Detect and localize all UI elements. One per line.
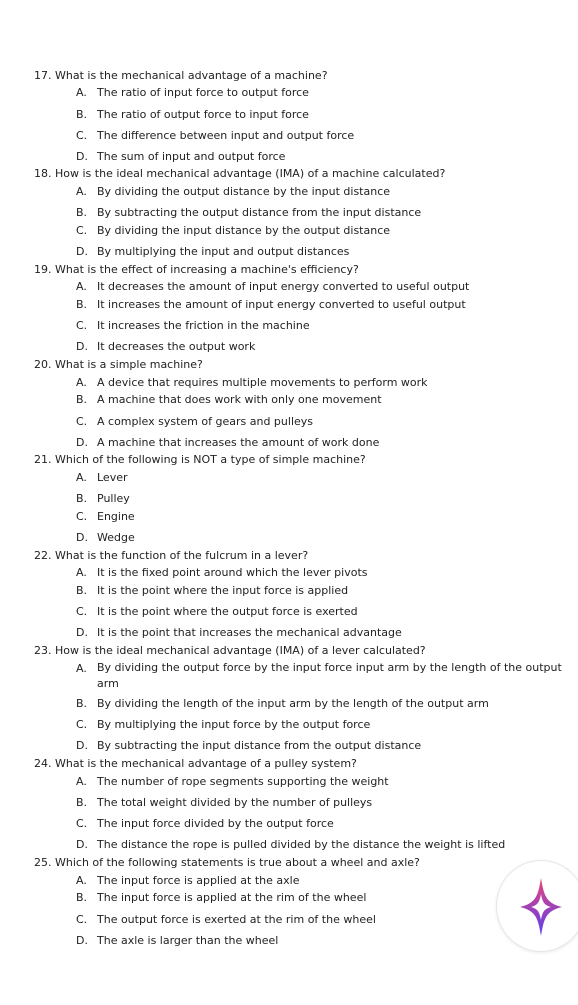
option-letter: D. (76, 739, 88, 752)
option-letter: D. (76, 838, 88, 851)
option-text: By dividing the output force by the input force input arm by the length of the output arm (97, 661, 562, 690)
option-letter: A. (76, 471, 87, 484)
option-letter: D. (76, 626, 88, 639)
question-text: Which of the following statements is true about a wheel and axle? (55, 856, 420, 869)
question-text: What is the mechanical advantage of a machine? (55, 69, 328, 82)
option-text: The axle is larger than the wheel (97, 934, 279, 947)
assistant-fab-button[interactable] (497, 861, 578, 951)
question-stem (34, 856, 420, 869)
option-text: A machine that does work with only one movement (97, 393, 382, 406)
option-text: It is the point where the output force is exerted (97, 605, 358, 618)
option-letter: A. (76, 376, 87, 389)
option-letter: B. (76, 298, 88, 311)
option-letter: D. (76, 436, 88, 449)
question-number: 17. (34, 69, 52, 82)
option-letter: A. (76, 86, 87, 99)
question-number: 22. (34, 549, 52, 562)
option-text: By dividing the input distance by the output distance (97, 224, 391, 237)
question-number: 24. (34, 757, 52, 770)
question-text: Which of the following is NOT a type of simple machine? (55, 453, 366, 466)
option-letter: C. (76, 224, 88, 237)
question-text: What is the mechanical advantage of a pulley system? (55, 757, 357, 770)
option-text: The input force is applied at the axle (97, 874, 300, 887)
option-letter: B. (76, 206, 88, 219)
option-text: A machine that increases the amount of work done (97, 436, 380, 449)
option-letter: C. (76, 129, 88, 142)
question-stem (34, 549, 308, 562)
question-stem (34, 453, 366, 466)
option-letter: B. (76, 393, 88, 406)
option-letter: B. (76, 796, 88, 809)
option-text: The distance the rope is pulled divided by the distance the weight is lifted (97, 838, 506, 851)
option-letter: D. (76, 531, 88, 544)
option-letter: B. (76, 891, 88, 904)
option-text: By dividing the length of the input arm by the length of the output arm (97, 697, 489, 710)
option-letter: B. (76, 492, 88, 505)
option-text: The input force is applied at the rim of the wheel (97, 891, 367, 904)
option-letter: C. (76, 415, 88, 428)
option-letter: D. (76, 245, 88, 258)
option-text: By dividing the output distance by the input distance (97, 185, 391, 198)
question-text: What is the function of the fulcrum in a lever? (55, 549, 309, 562)
option-text: Pulley (97, 492, 130, 505)
question-number: 25. (34, 856, 52, 869)
option-letter: D. (76, 340, 88, 353)
option-text: It is the point where the input force is applied (97, 584, 349, 597)
question-number: 19. (34, 263, 52, 276)
option-text: The total weight divided by the number of pulleys (97, 796, 373, 809)
option-text: By subtracting the input distance from the output distance (97, 739, 422, 752)
question-number: 20. (34, 358, 52, 371)
question-text: What is the effect of increasing a machine's efficiency? (55, 263, 359, 276)
question-text: How is the ideal mechanical advantage (IMA) of a lever calculated? (55, 644, 426, 657)
option-text: A complex system of gears and pulleys (97, 415, 314, 428)
option-text: By multiplying the input and output distances (97, 245, 350, 258)
question-text: What is a simple machine? (55, 358, 203, 371)
option-text: By multiplying the input force by the output force (97, 718, 371, 731)
option-letter: C. (76, 718, 88, 731)
option-letter: C. (76, 319, 88, 332)
option-text: It is the fixed point around which the lever pivots (97, 566, 368, 579)
sparkle-icon (518, 876, 564, 938)
option-letter: C. (76, 605, 88, 618)
option-letter: A. (76, 280, 87, 293)
question-stem (34, 644, 426, 657)
option-text: The sum of input and output force (97, 150, 286, 163)
option-text: The input force divided by the output force (97, 817, 334, 830)
question-stem (34, 757, 357, 770)
option-letter: A. (76, 874, 87, 887)
question-stem (34, 263, 359, 276)
option-text: It is the point that increases the mechanical advantage (97, 626, 402, 639)
option-text: It decreases the amount of input energy converted to useful output (97, 280, 470, 293)
option-letter: D. (76, 150, 88, 163)
question-stem (34, 69, 328, 82)
question-text: How is the ideal mechanical advantage (IMA) of a machine calculated? (55, 167, 446, 180)
option-letter: A. (76, 662, 87, 675)
option-text: A device that requires multiple movements to perform work (97, 376, 428, 389)
option-text: The output force is exerted at the rim of the wheel (97, 913, 376, 926)
question-stem (34, 358, 203, 371)
option-text: The ratio of input force to output force (97, 86, 309, 99)
option-text: It increases the friction in the machine (97, 319, 310, 332)
option-text: The ratio of output force to input force (97, 108, 309, 121)
option-text: Wedge (97, 531, 135, 544)
option-text: It decreases the output work (97, 340, 256, 353)
option-letter: C. (76, 817, 88, 830)
question-stem (34, 167, 445, 180)
option-text: Engine (97, 510, 135, 523)
option-text: The number of rope segments supporting the weight (97, 775, 389, 788)
option-letter: D. (76, 934, 88, 947)
option-text: The difference between input and output force (97, 129, 355, 142)
option-letter: A. (76, 775, 87, 788)
question-number: 23. (34, 644, 52, 657)
option-letter: B. (76, 108, 88, 121)
option-text: Lever (97, 471, 128, 484)
question-number: 18. (34, 167, 52, 180)
option-text: It increases the amount of input energy converted to useful output (97, 298, 466, 311)
option-letter: C. (76, 510, 88, 523)
option-letter: A. (76, 566, 87, 579)
question-number: 21. (34, 453, 52, 466)
option-letter: B. (76, 584, 88, 597)
option-text: By subtracting the output distance from the input distance (97, 206, 422, 219)
option-letter: A. (76, 185, 87, 198)
option-letter: B. (76, 697, 88, 710)
option-letter: C. (76, 913, 88, 926)
